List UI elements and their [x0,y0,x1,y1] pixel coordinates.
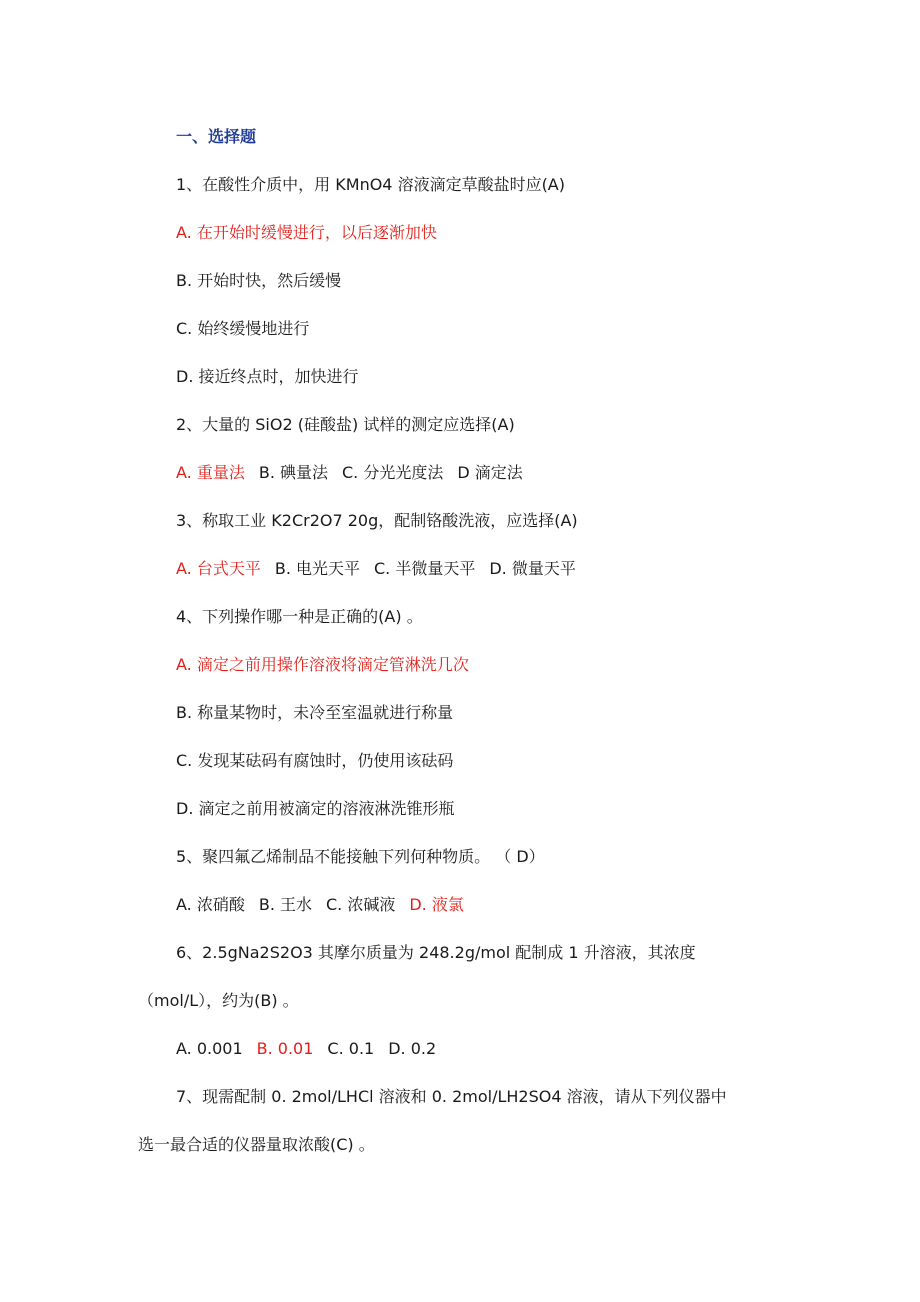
question-6-option-c: C. 0.1 [327,1039,375,1058]
question-1-option-b: B. 开始时快，然后缓慢 [176,271,342,290]
question-1-option-d: D. 接近终点时，加快进行 [176,367,359,386]
question-4-option-b: B. 称量某物时，未冷至室温就进行称量 [176,703,454,722]
question-2-option-c: C. 分光光度法 [342,463,444,482]
question-6-stem-line-2: （mol/L），约为(B) 。 [138,991,299,1010]
question-1-option-a: A. 在开始时缓慢进行，以后逐渐加快 [176,223,437,242]
question-4-option-d: D. 滴定之前用被滴定的溶液淋洗锥形瓶 [176,799,455,818]
question-5-option-b: B. 王水 [258,895,312,914]
question-3-option-b: B. 电光天平 [274,559,360,578]
question-1-stem: 1、在酸性介质中，用 KMnO4 溶液滴定草酸盐时应(A) [176,175,565,194]
question-5-option-c: C. 浓碱液 [326,895,396,914]
question-2-option-a: A. 重量法 [176,463,245,482]
question-6-options [176,1038,436,1060]
question-3-option-c: C. 半微量天平 [374,559,476,578]
question-5-option-d: D. 液氯 [409,895,464,914]
question-6-option-a: A. 0.001 [176,1039,243,1058]
question-5-options [176,894,464,916]
question-3-stem: 3、称取工业 K2Cr2O7 20g，配制铬酸洗液，应选择(A) [176,511,578,530]
question-3-options [176,558,576,580]
question-6-option-d: D. 0.2 [388,1039,437,1058]
question-4-option-a: A. 滴定之前用操作溶液将滴定管淋洗几次 [176,655,469,674]
question-7-stem-line-1: 7、现需配制 0. 2mol/LHCl 溶液和 0. 2mol/LH2SO4 溶液，请从下列仪器中 [176,1087,727,1106]
question-2-option-b: B. 碘量法 [258,463,328,482]
question-6-stem-line-1: 6、2.5gNa2S2O3 其摩尔质量为 248.2g/mol 配制成 1 升溶液，其浓度 [176,943,696,962]
question-5-stem: 5、聚四氟乙烯制品不能接触下列何种物质。 （ D） [176,847,545,866]
question-4-option-c: C. 发现某砝码有腐蚀时，仍使用该砝码 [176,751,454,770]
question-3-option-d: D. 微量天平 [489,559,576,578]
question-3-option-a: A. 台式天平 [176,559,261,578]
question-6-option-b: B. 0.01 [256,1039,314,1058]
question-1-option-c: C. 始终缓慢地进行 [176,319,310,338]
question-2-option-d: D 滴定法 [457,463,523,482]
question-2-stem: 2、大量的 SiO2 (硅酸盐) 试样的测定应选择(A) [176,415,515,434]
section-title: 一、选择题 [176,127,257,146]
question-4-stem: 4、下列操作哪一种是正确的(A) 。 [176,607,423,626]
question-2-options [176,462,523,484]
question-7-stem-line-2: 选一最合适的仪器量取浓酸(C) 。 [138,1135,375,1154]
question-5-option-a: A. 浓硝酸 [176,895,245,914]
